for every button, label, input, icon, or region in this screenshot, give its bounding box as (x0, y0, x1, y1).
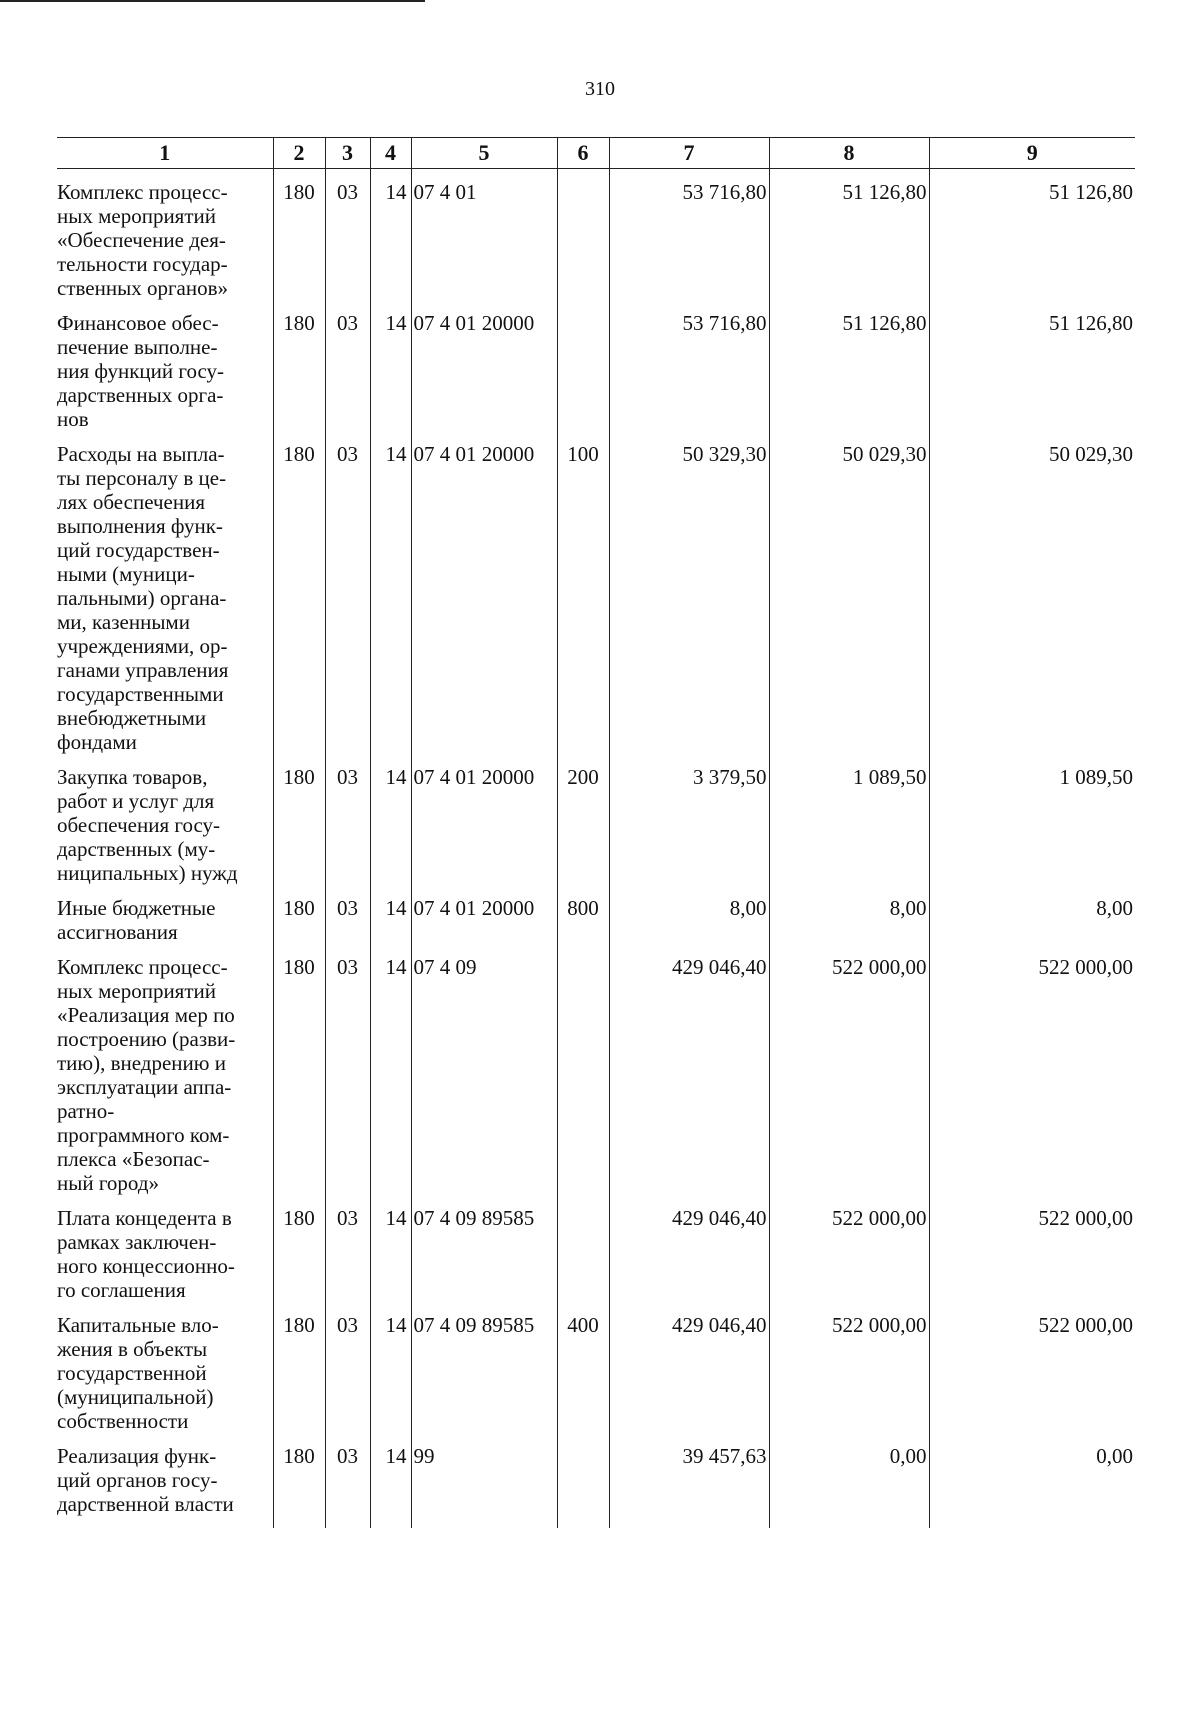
row-amount-col9: 8,00 (929, 885, 1135, 944)
row-section-code: 03 (325, 885, 370, 944)
row-name: Закупка товаров, работ и услуг для обеспечения госу- дарственных (му- ниципальных) нужд (57, 765, 238, 885)
row-section-code: 03 (325, 169, 370, 301)
row-subsection-code: 14 (370, 754, 411, 885)
row-subsection-code: 14 (370, 431, 411, 754)
row-amount-col8: 51 126,80 (769, 300, 929, 431)
row-program-code: 07 4 01 20000 (411, 431, 557, 754)
row-subsection-code: 14 (370, 1302, 411, 1433)
row-program-code: 07 4 01 20000 (411, 754, 557, 885)
row-section-code: 03 (325, 1302, 370, 1433)
table-row (57, 1433, 1135, 1528)
column-header: 8 (769, 138, 929, 169)
row-expense-type: 100 (557, 431, 609, 754)
row-subsection-code: 14 (370, 169, 411, 301)
row-amount-col9: 522 000,00 (929, 1195, 1135, 1302)
row-subsection-code: 14 (370, 944, 411, 1195)
row-ministry-code: 180 (273, 1195, 325, 1302)
row-amount-col8: 522 000,00 (769, 1195, 929, 1302)
row-ministry-code: 180 (273, 431, 325, 754)
row-amount-col8: 522 000,00 (769, 944, 929, 1195)
row-amount-col8: 50 029,30 (769, 431, 929, 754)
row-section-code: 03 (325, 754, 370, 885)
row-amount-col7: 429 046,40 (609, 1195, 769, 1302)
column-header: 4 (370, 138, 411, 169)
row-name: Расходы на выпла- ты персоналу в це- лях обеспечения выполнения функ- ций государствен- ными (муници- пальными) органа- ми, казенными учреждениями, ор- ганами управления государственными внебюджетными фондами (57, 442, 229, 754)
column-header: 3 (325, 138, 370, 169)
row-subsection-code: 14 (370, 885, 411, 944)
column-header: 1 (57, 138, 273, 169)
row-amount-col8: 1 089,50 (769, 754, 929, 885)
row-amount-col9: 51 126,80 (929, 300, 1135, 431)
row-name: Капитальные вло- жения в объекты государственной (муниципальной) собственности (57, 1313, 219, 1433)
page-number: 310 (585, 78, 615, 100)
table-row (57, 169, 1135, 301)
row-amount-col9: 51 126,80 (929, 169, 1135, 301)
row-amount-col9: 522 000,00 (929, 944, 1135, 1195)
row-amount-col7: 429 046,40 (609, 944, 769, 1195)
table-row (57, 885, 1135, 944)
table-row (57, 944, 1135, 1195)
row-section-code: 03 (325, 300, 370, 431)
table-row (57, 300, 1135, 431)
row-program-code: 07 4 01 20000 (411, 885, 557, 944)
row-name: Финансовое обес- печение выполне- ния функций госу- дарственных орга- нов (57, 311, 225, 431)
row-amount-col7: 3 379,50 (609, 754, 769, 885)
row-amount-col9: 1 089,50 (929, 754, 1135, 885)
row-expense-type (557, 944, 609, 1195)
row-amount-col8: 51 126,80 (769, 169, 929, 301)
header-row (57, 138, 1135, 169)
table-row (57, 1302, 1135, 1433)
row-program-code: 07 4 01 20000 (411, 300, 557, 431)
row-ministry-code: 180 (273, 885, 325, 944)
row-amount-col8: 8,00 (769, 885, 929, 944)
row-amount-col7: 50 329,30 (609, 431, 769, 754)
row-name: Комплекс процесс- ных мероприятий «Обеспечение дея- тельности государ- ственных органов» (57, 180, 229, 300)
row-expense-type: 200 (557, 754, 609, 885)
column-header: 9 (929, 138, 1135, 169)
row-amount-col7: 39 457,63 (609, 1433, 769, 1528)
column-header: 5 (411, 138, 557, 169)
row-ministry-code: 180 (273, 169, 325, 301)
table-row (57, 431, 1135, 754)
row-program-code: 99 (411, 1433, 557, 1528)
row-name: Реализация функ- ций органов госу- дарственной власти (57, 1444, 234, 1516)
column-header: 7 (609, 138, 769, 169)
row-amount-col9: 0,00 (929, 1433, 1135, 1528)
row-subsection-code: 14 (370, 1433, 411, 1528)
row-expense-type (557, 1195, 609, 1302)
top-rule (0, 0, 425, 2)
row-amount-col7: 429 046,40 (609, 1302, 769, 1433)
row-expense-type (557, 169, 609, 301)
row-expense-type: 400 (557, 1302, 609, 1433)
row-subsection-code: 14 (370, 300, 411, 431)
row-amount-col7: 53 716,80 (609, 169, 769, 301)
row-amount-col9: 50 029,30 (929, 431, 1135, 754)
column-header: 6 (557, 138, 609, 169)
column-header: 2 (273, 138, 325, 169)
row-section-code: 03 (325, 1195, 370, 1302)
row-ministry-code: 180 (273, 944, 325, 1195)
row-section-code: 03 (325, 944, 370, 1195)
row-amount-col7: 8,00 (609, 885, 769, 944)
table-row (57, 1195, 1135, 1302)
row-amount-col7: 53 716,80 (609, 300, 769, 431)
row-expense-type: 800 (557, 885, 609, 944)
row-expense-type (557, 300, 609, 431)
row-ministry-code: 180 (273, 1433, 325, 1528)
row-name: Иные бюджетные ассигнования (57, 896, 216, 944)
row-ministry-code: 180 (273, 300, 325, 431)
row-program-code: 07 4 09 89585 (411, 1302, 557, 1433)
row-section-code: 03 (325, 431, 370, 754)
row-subsection-code: 14 (370, 1195, 411, 1302)
table-row (57, 754, 1135, 885)
row-name: Комплекс процесс- ных мероприятий «Реализация мер по построению (разви- тию), внедрению и эксплуатации аппа- ратно- программного ком- плекса «Безопас- ный город» (57, 955, 236, 1195)
row-program-code: 07 4 09 (411, 944, 557, 1195)
row-amount-col8: 522 000,00 (769, 1302, 929, 1433)
row-name: Плата концедента в рамках заключен- ного концессионно- го соглашения (57, 1206, 235, 1302)
row-ministry-code: 180 (273, 754, 325, 885)
row-program-code: 07 4 09 89585 (411, 1195, 557, 1302)
row-amount-col9: 522 000,00 (929, 1302, 1135, 1433)
row-section-code: 03 (325, 1433, 370, 1528)
row-expense-type (557, 1433, 609, 1528)
row-program-code: 07 4 01 (411, 169, 557, 301)
row-amount-col8: 0,00 (769, 1433, 929, 1528)
row-ministry-code: 180 (273, 1302, 325, 1433)
budget-table (57, 137, 1135, 1528)
